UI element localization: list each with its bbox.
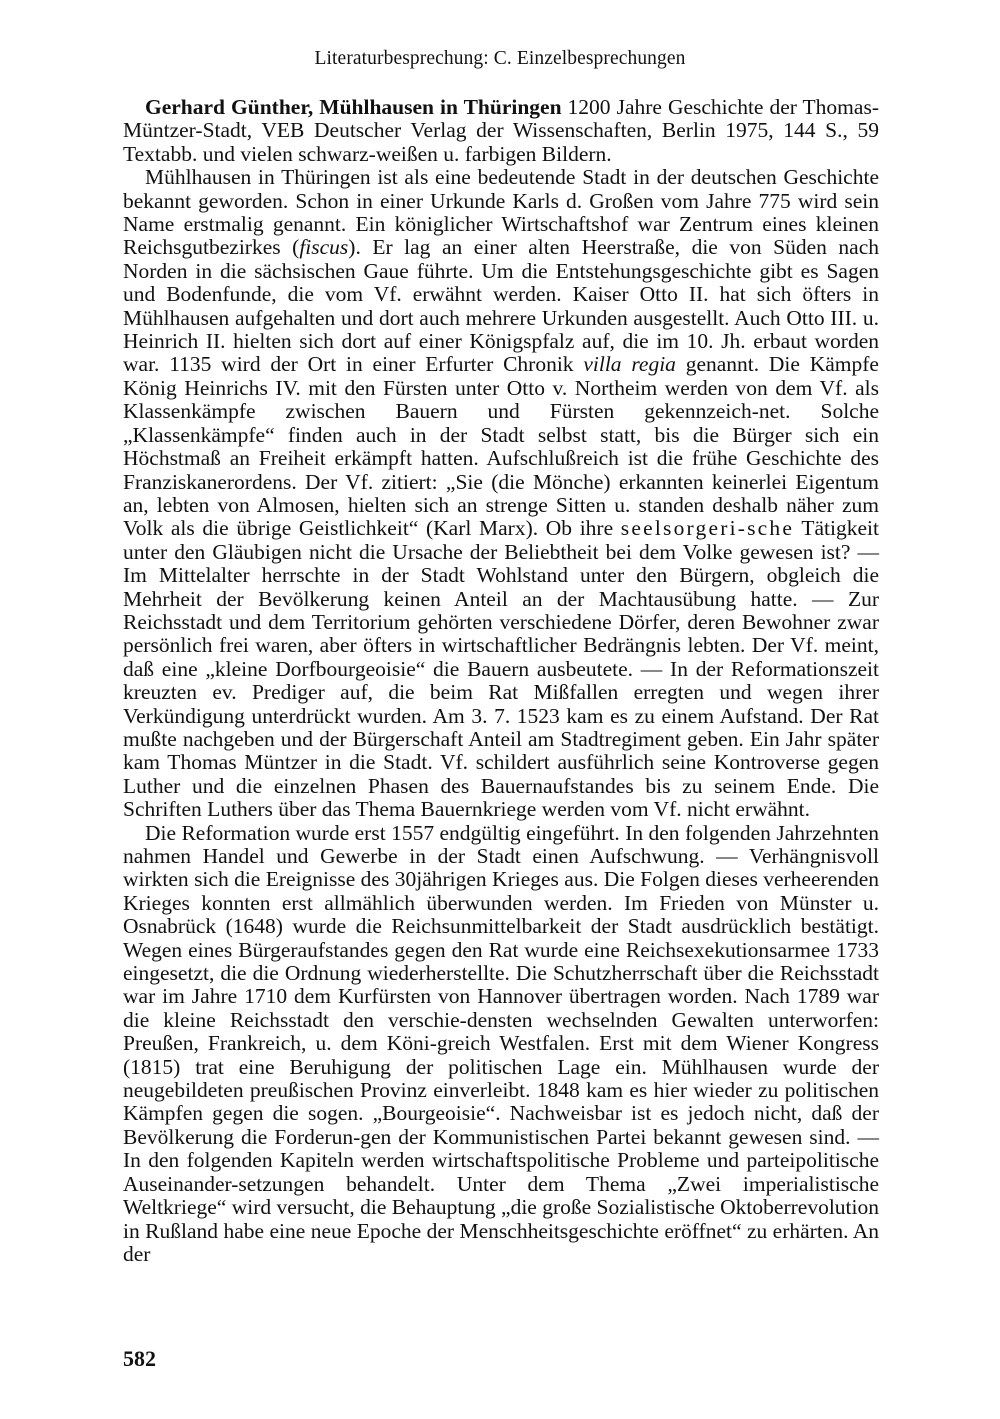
paragraph — [123, 166, 879, 821]
spaced-term: seelsorgeri-sche — [620, 516, 795, 541]
review-bibliographic: 1200 Jahre Geschichte der Thomas-Müntzer-Stadt, VEB Deutscher Verlag der Wissenschaften, Berlin 1975, 144 S., 59 Textabb. und vielen schwarz-weißen u. farbigen Bildern. — [123, 95, 879, 166]
paragraph-text: Mühlhausen in Thüringen ist als eine bedeutende Stadt in der deutschen Geschichte bekannt geworden. Schon in einer Urkunde Karls d. Großen vom Jahre 775 wird sein Name erstmalig genannt. Ein königlicher Wirtschaftshof war Zentrum eines kleinen Reichsgutbezirkes ( — [123, 165, 879, 260]
paragraph-text: Tätigkeit unter den Gläubigen nicht die Ursache der Beliebtheit bei dem Volke gewesen ist? — Im Mittelalter herrschte in der Stadt Wohlstand unter den Bürgern, obgleich die Mehrheit der Bevölkerung keinen Anteil an der Machtausübung hatte. — Zur Reichsstadt und dem Territorium gehörten verschiedene Dörfer, deren Bewohner zwar persönlich frei waren, aber öfters in wirtschaftlicher Bedrängnis lebten. Der Vf. meint, daß eine „kleine Dorfbourgeoisie“ die Bauern ausbeutete. — In der Reformationszeit kreuzten ev. Prediger auf, die beim Rat Mißfallen erregten und wegen ihrer Verkündigung unterdrückt wurden. Am 3. 7. 1523 kam es zu einem Aufstand. Der Rat mußte nachgeben und der Bürgerschaft Anteil am Stadtregiment geben. Ein Jahr später kam Thomas Müntzer in die Stadt. Vf. schildert ausführlich seine Kontroverse gegen Luther und die einzelnen Phasen des Bauernaufstandes bis zu seinem Ende. Die Schriften Luthers über das Thema Bauernkriege werden vom Vf. nicht erwähnt. — [123, 516, 879, 822]
paragraph-text: ). Er lag an einer alten Heerstraße, die von Süden nach Norden in die sächsischen Gaue führte. Um die Entstehungsgeschichte gibt es Sagen und Bodenfunde, die vom Vf. erwähnt werden. Kaiser Otto II. hat sich öfters in Mühlhausen aufgehalten und dort auch mehrere Urkunden ausgestellt. Auch Otto III. u. Heinrich II. hielten sich dort auf einer Königspfalz auf, die im 10. Jh. erbaut worden war. 1135 wird der Ort in einer Erfurter Chronik — [123, 235, 879, 377]
italic-term: fiscus — [299, 235, 349, 260]
review-author-title: Gerhard Günther, Mühlhausen in Thüringen — [145, 95, 562, 119]
paragraph-text: genannt. Die Kämpfe König Heinrichs IV. mit den Fürsten unter Otto v. Northeim werden von dem Vf. als Klassenkämpfe zwischen Bauern und Fürsten gekennzeich-net. Solche „Klassenkämpfe“ finden auch in der Stadt selbst statt, bis die Bürger sich ein Höchstmaß an Freiheit erkämpft hatten. Aufschlußreich ist die frühe Geschichte des Franziskanerordens. Der Vf. zitiert: „Sie (die Mönche) erkannten keinerlei Eigentum an, lebten von Almosen, hielten sich an strenge Sitten u. standen deshalb näher zum Volk als die übrige Geistlichkeit“ (Karl Marx). Ob ihre — [123, 352, 879, 541]
italic-term: villa regia — [583, 352, 676, 377]
paragraph: Die Reformation wurde erst 1557 endgültig eingeführt. In den folgenden Jahrzehnten nahmen Handel und Gewerbe in der Stadt einen Aufschwung. — Verhängnisvoll wirkten sich die Ereignisse des 30jährigen Krieges aus. Die Folgen dieses verheerenden Krieges konnten erst allmählich überwunden werden. Im Frieden von Münster u. Osnabrück (1648) wurde die Reichsunmittelbarkeit der Stadt ausdrücklich bestätigt. Wegen eines Bürgeraufstandes gegen den Rat wurde eine Reichsexekutionsarmee 1733 eingesetzt, die die Ordnung wiederherstellte. Die Schutzherrschaft über die Reichsstadt war im Jahre 1710 dem Kurfürsten von Hannover übertragen worden. Nach 1789 war die kleine Reichsstadt den verschie-densten wechselnden Gewalten unterworfen: Preußen, Frankreich, u. dem Köni-greich Westfalen. Erst mit dem Wiener Kongress (1815) trat eine Beruhigung der politischen Lage ein. Mühlhausen wurde der neugebildeten preußischen Provinz einverleibt. 1848 kam es hier wieder zu politischen Kämpfen gegen die sogen. „Bourgeoisie“. Nachweisbar ist es jedoch nicht, daß der Bevölkerung die Forderun-gen der Kommunistischen Partei bekannt gewesen sind. — In den folgenden Kapiteln werden wirtschaftspolitische Probleme und parteipolitische Auseinander-setzungen behandelt. Unter dem Thema „Zwei imperialistische Weltkriege“ wird versucht, die Behauptung „die große Sozialistische Oktoberrevolution in Rußland habe eine neue Epoche der Menschheitsgeschichte eröffnet“ zu erhärten. An der — [123, 820, 879, 1266]
review-entry — [123, 96, 879, 166]
body-text — [123, 96, 879, 1266]
page-number: 582 — [123, 1346, 156, 1371]
running-head: Literaturbesprechung: C. Einzelbesprechungen — [314, 48, 686, 69]
